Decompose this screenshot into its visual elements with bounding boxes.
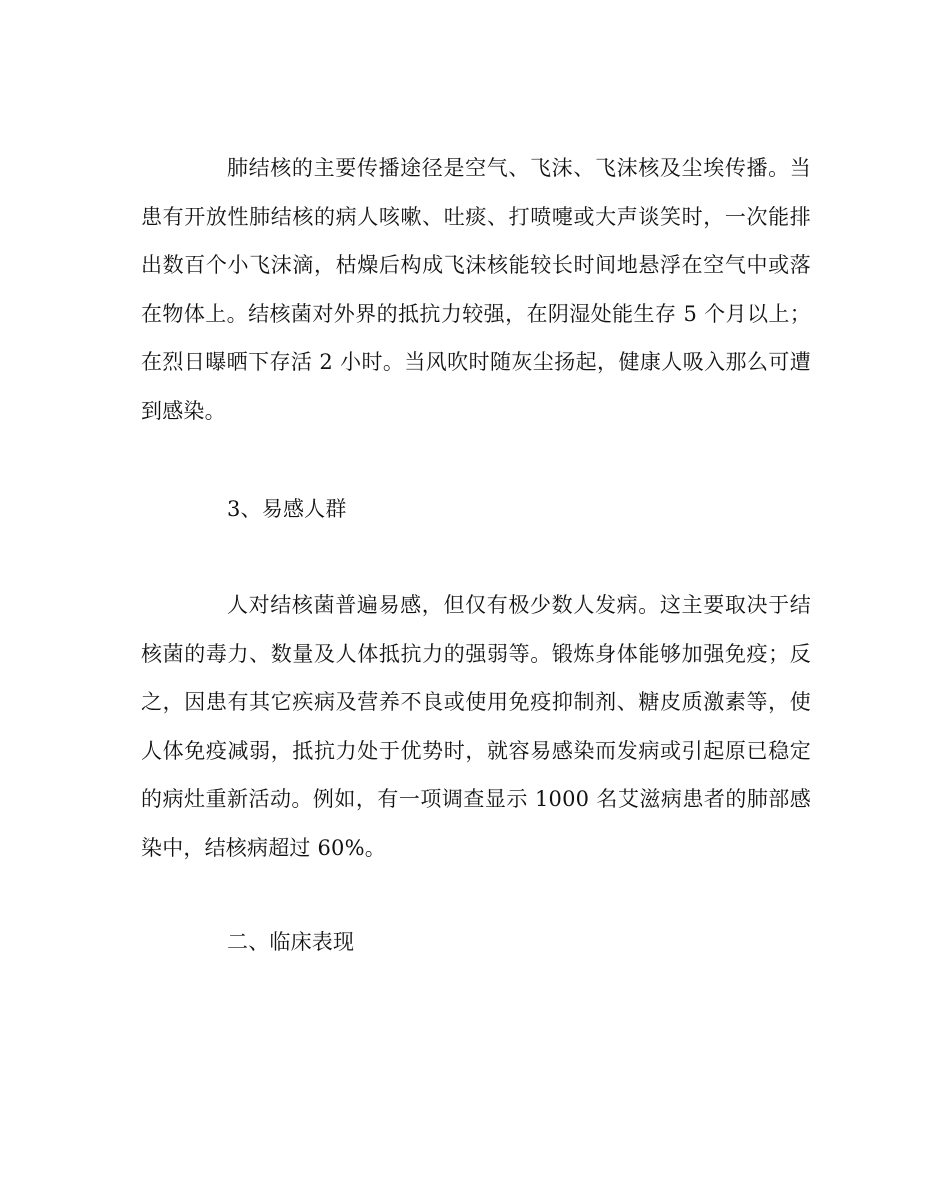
paragraph-susceptibility: 人对结核菌普遍易感，但仅有极少数人发病。这主要取决于结核菌的毒力、数量及人体抵抗力的强弱等。锻炼身体能够加强免疫；反之，因患有其它疾病及营养不良或使用免疫抑制剂、糖皮质激素等，使人体免疫减弱，抵抗力处于优势时，就容易感染而发病或引起原已稳定的病灶重新活动。例如，有一项调查显示 1000 名艾滋病患者的肺部感染中，结核病超过 60%。 xyxy=(141,593,811,860)
section-heading-susceptible-population: 3、易感人群 xyxy=(227,497,347,521)
paragraph-transmission-routes: 肺结核的主要传播途径是空气、飞沫、飞沫核及尘埃传播。当患有开放性肺结核的病人咳嗽、吐痰、打喷嚏或大声谈笑时，一次能排出数百个小飞沫滴，枯燥后构成飞沫核能较长时间地悬浮在空气中或落在物体上。结核菌对外界的抵抗力较强，在阴湿处能生存 5 个月以上；在烈日曝晒下存活 2 小时。当风吹时随灰尘扬起，健康人吸入那么可遭到感染。 xyxy=(141,156,811,423)
section-heading-clinical-manifestations: 二、临床表现 xyxy=(227,930,355,954)
